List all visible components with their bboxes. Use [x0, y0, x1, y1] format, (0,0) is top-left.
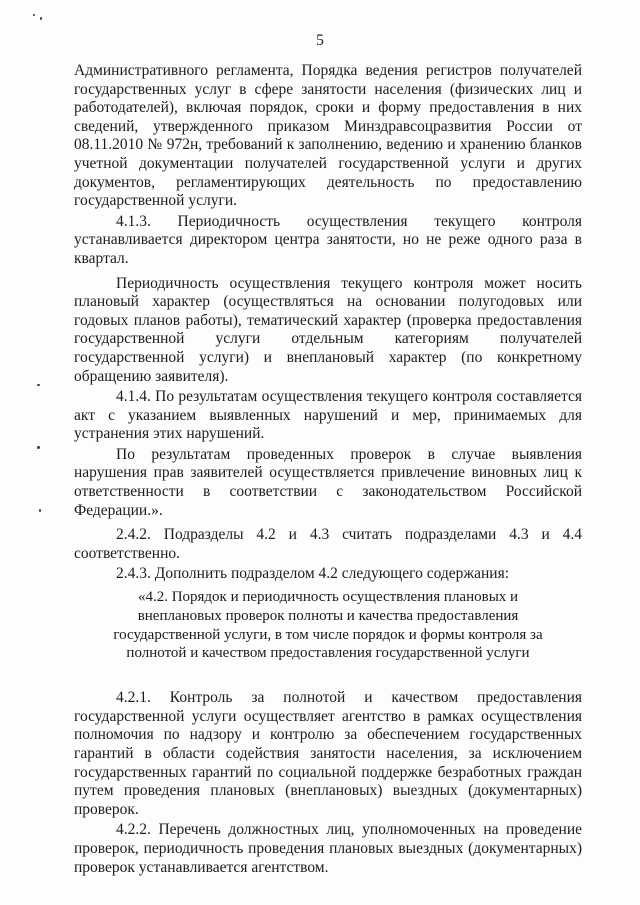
paragraph-2-4-2: 2.4.2. Подразделы 4.2 и 4.3 считать подразделами 4.3 и 4.4 соответственно. — [74, 526, 582, 562]
page-number: 5 — [316, 32, 324, 49]
scan-speck — [37, 384, 40, 386]
paragraph-control-frequency: Периодичность осуществления текущего контроля может носить плановый характер (осуществляться на основании полугодовых или годовых планов работы), тематический характер (проверка предоставления государственной услуги отдельным категориям получателей государственной услуги) и внеплановый характер (по конкретному обращению заявителя). — [74, 274, 582, 385]
paragraph-regulation-continuation: Административного регламента, Порядка ведения регистров получателей государственных услуг в сфере занятости населения (физических лиц и работодателей), включая порядок, сроки и форму предоставления в них сведений, утвержденного приказом Минздравсоцразвития России от 08.11.2010 № 972н, требований к заполнению, ведению и хранению бланков учетной документации получателей государственной услуги и других документов, регламентирующих деятельность по предоставлению государственной услуги. — [74, 62, 582, 210]
paragraph-inspection-results: По результатам проведенных проверок в случае выявления нарушения прав заявителей осуществляется привлечение виновных лиц к ответственности в соответствии с законодательством Российской Федерации.». — [74, 445, 582, 519]
paragraph-4-1-4: 4.1.4. По результатам осуществления текущего контроля составляется акт с указанием выявленных нарушений и мер, принимаемых для устранения этих нарушений. — [74, 388, 582, 443]
section-heading-4-2: «4.2. Порядок и периодичность осуществления плановых и внеплановых проверок полноты и качества предоставления государственной услуги, в том числе порядок и формы контроля за полнотой и качеством предоставления государственной услуги — [113, 589, 543, 662]
scan-speck — [40, 17, 42, 20]
paragraph-2-4-3: 2.4.3. Дополнить подразделом 4.2 следующего содержания: — [116, 565, 510, 583]
scan-speck — [39, 509, 41, 512]
paragraph-4-2-2: 4.2.2. Перечень должностных лиц, уполномоченных на проведение проверок, периодичность проведения плановых выездных (документарных) проверок устанавливается агентством. — [74, 821, 582, 876]
scan-speck — [33, 14, 35, 16]
document-body — [74, 62, 582, 877]
scan-speck — [37, 446, 40, 449]
paragraph-4-2-1: 4.2.1. Контроль за полнотой и качеством предоставления государственной услуги осуществляет агентство в рамках осуществления полномочия по надзору и контролю за обеспечением государственных гарантий в области содействия занятости населения, за исключением государственных гарантий по социальной поддержке безработных граждан путем проведения плановых (внеплановых) выездных (документарных) проверок. — [74, 689, 582, 818]
paragraph-4-1-3: 4.1.3. Периодичность осуществления текущего контроля устанавливается директором центра занятости, но не реже одного раза в квартал. — [74, 212, 582, 267]
